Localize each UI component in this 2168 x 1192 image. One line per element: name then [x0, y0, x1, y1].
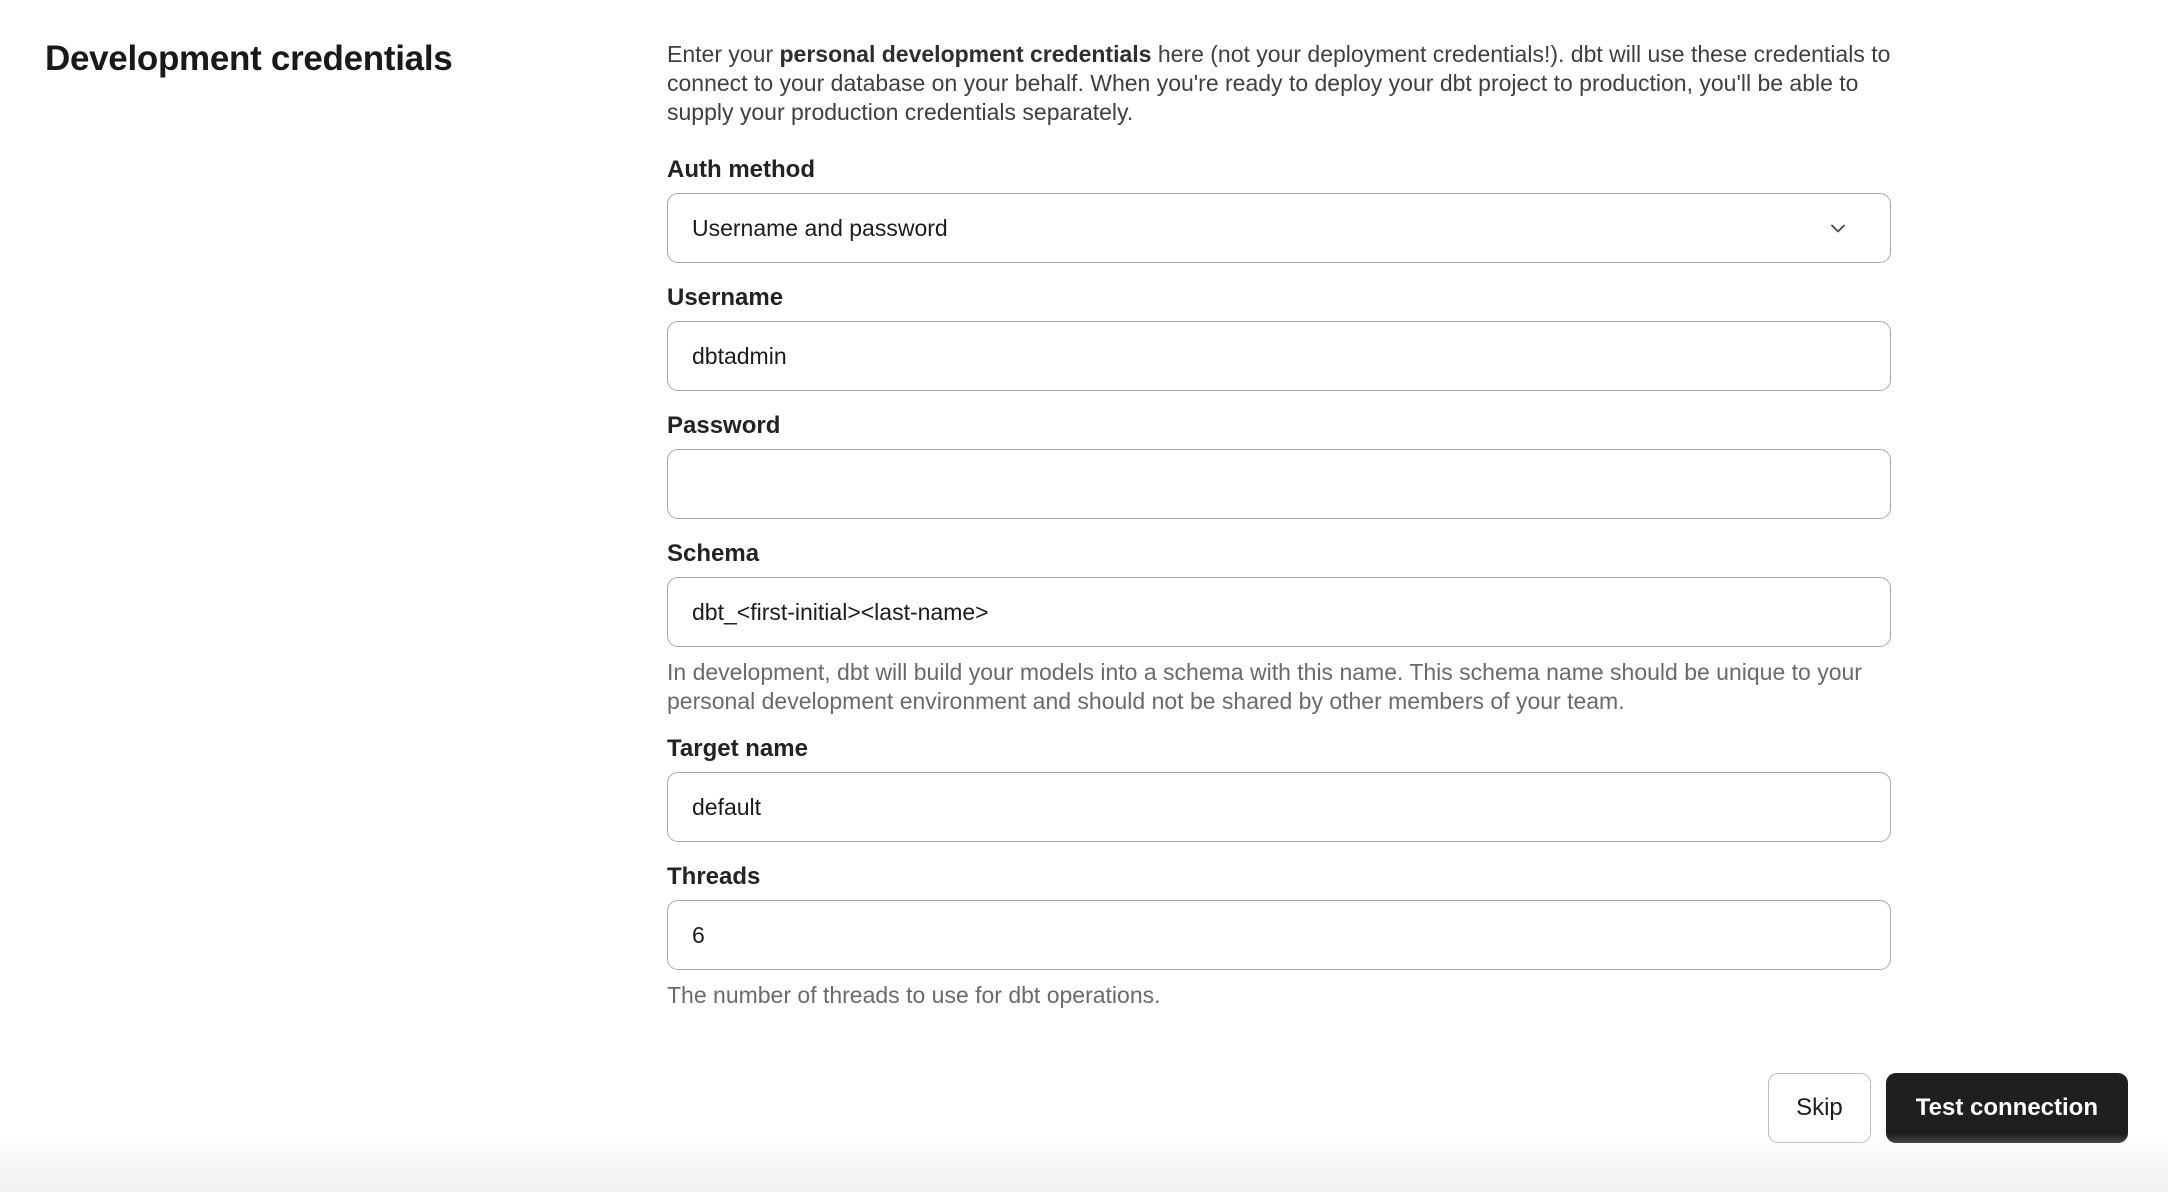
field-password: [667, 412, 1891, 519]
description-bold-text: personal development credentials: [779, 41, 1152, 67]
target-name-input[interactable]: [667, 772, 1891, 842]
auth-method-selected-value: Username and password: [692, 214, 948, 241]
schema-help-text: In development, dbt will build your models into a schema with this name. This schema name should be unique to your personal development environment and should not be shared by other members of your team.: [667, 659, 1862, 714]
username-input[interactable]: [667, 321, 1891, 391]
section-description: [667, 40, 1891, 127]
description-text: here (not your deployment credentials!). dbt will use these credentials to connect to your database on your behalf. When you're ready to deploy your dbt project to production, you'll be able to supply your production credentials separately.: [667, 41, 1891, 125]
target-name-label: Target name: [667, 735, 808, 762]
field-threads: [667, 863, 1891, 1010]
schema-input[interactable]: [667, 577, 1891, 647]
field-target-name: [667, 735, 1891, 842]
footer-actions: [1768, 1073, 2128, 1143]
field-username: [667, 284, 1891, 391]
field-schema: [667, 540, 1891, 716]
threads-input[interactable]: [667, 900, 1891, 970]
threads-help-text: The number of threads to use for dbt operations.: [667, 982, 1161, 1008]
auth-method-select[interactable]: [667, 193, 1891, 263]
chevron-down-icon: [1826, 216, 1850, 240]
username-label: Username: [667, 284, 784, 311]
password-input[interactable]: [667, 449, 1891, 519]
field-auth-method: [667, 156, 1891, 263]
section-title-column: [45, 38, 667, 80]
auth-method-label: Auth method: [667, 156, 815, 183]
description-text: Enter your: [667, 41, 780, 67]
test-connection-button[interactable]: Test connection: [1886, 1073, 2128, 1143]
password-label: Password: [667, 412, 781, 439]
credentials-form: [667, 38, 1891, 1029]
schema-label: Schema: [667, 540, 760, 567]
threads-label: Threads: [667, 863, 761, 890]
skip-button[interactable]: Skip: [1768, 1073, 1871, 1143]
page-title: Development credentials: [45, 39, 453, 78]
